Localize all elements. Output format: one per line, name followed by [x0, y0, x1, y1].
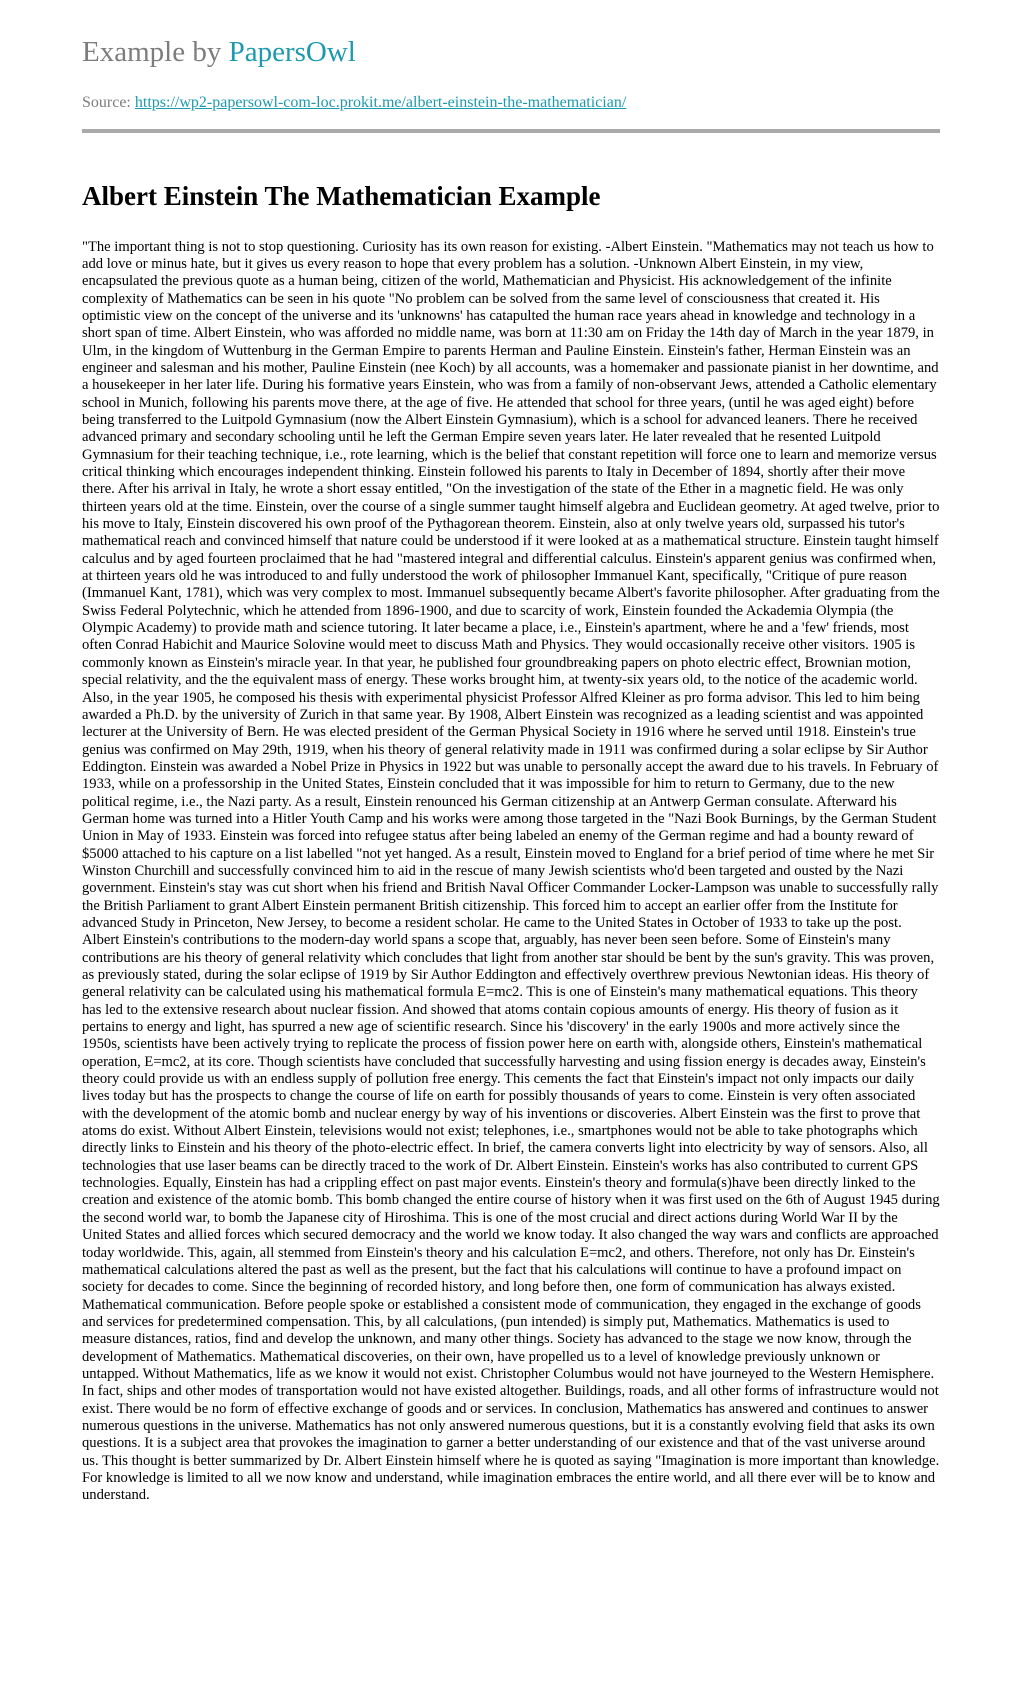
source-label: Source: — [82, 94, 135, 112]
brand-prefix: Example by — [82, 36, 229, 68]
page-header — [82, 36, 940, 133]
article-title: Albert Einstein The Mathematician Example — [82, 180, 601, 211]
article-body: "The important thing is not to stop questioning. Curiosity has its own reason for existing. -Albert Einstein. "Mathematics may not teach us how to add love or minus hate, but it gives us every reason to hope that every problem has a solution. -Unknown Albert Einstein, in my view, encapsulated the previous quote as a human being, citizen of the world, Mathematician and Physicist. His acknowledgement of the infinite complexity of Mathematics can be seen in his quote "No problem can be solved from the same level of consciousness that created it. His optimistic view on the concept of the universe and its 'unknowns' has catapulted the human race years ahead in knowledge and technology in a short span of time. Albert Einstein, who was afforded no middle name, was born at 11:30 am on Friday the 14th day of March in the year 1879, in Ulm, in the kingdom of Wuttenburg in the German Empire to parents Herman and Pauline Einstein. Einstein's father, Herman Einstein was an engineer and salesman and his mother, Pauline Einstein (nee Koch) by all accounts, was a homemaker and passionate pianist in her downtime, and a housekeeper in her later life. During his formative years Einstein, who was from a family of non-observant Jews, attended a Catholic elementary school in Munich, following his parents move there, at the age of five. He attended that school for three years, (until he was aged eight) before being transferred to the Luitpold Gymnasium (now the Albert Einstein Gymnasium), which is a school for advanced leaners. There he received advanced primary and secondary schooling until he left the German Empire seven years later. He later revealed that he resented Luitpold Gymnasium for their teaching technique, i.e., rote learning, which is the belief that constant repetition will force one to learn and memorize versus critical thinking which encourages independent thinking. Einstein followed his parents to Italy in December of 1894, shortly after their move there. After his arrival in Italy, he wrote a short essay entitled, "On the investigation of the state of the Ether in a magnetic field. He was only thirteen years old at the time. Einstein, over the course of a single summer taught himself algebra and Euclidean geometry. At aged twelve, prior to his move to Italy, Einstein discovered his own proof of the Pythagorean theorem. Einstein, also at only twelve years old, surpassed his tutor's mathematical reach and convinced himself that nature could be understood if it were looked at as a mathematical structure. Einstein taught himself calculus and by aged fourteen proclaimed that he had "mastered integral and differential calculus. Einstein's apparent genius was confirmed when, at thirteen years old he was introduced to and fully understood the work of philosopher Immanuel Kant, specifically, "Critique of pure reason (Immanuel Kant, 1781), which was very complex to most. Immanuel subsequently became Albert's favorite philosopher. After graduating from the Swiss Federal Polytechnic, which he attended from 1896-1900, and due to scarcity of work, Einstein founded the Ackademia Olympia (the Olympic Academy) to provide math and science tutoring. It later became a place, i.e., Einstein's apartment, where he and a 'few' friends, most often Conrad Habichit and Maurice Solovine would meet to discuss Math and Physics. They would occasionally receive other visitors. 1905 is commonly known as Einstein's miracle year. In that year, he published four groundbreaking papers on photo electric effect, Brownian motion, special relativity, and the the equivalent mass of energy. These works brought him, at twenty-six years old, to the notice of the academic world. Also, in the year 1905, he composed his thesis with experimental physicist Professor Alfred Kleiner as pro forma advisor. This led to him being awarded a Ph.D. by the university of Zurich in that same year. By 1908, Albert Einstein was recognized as a leading scientist and was appointed lecturer at the University of Bern. He was elected president of the German Physical Society in 1916 where he served until 1918. Einstein's true genius was confirmed on May 29th, 1919, when his theory of general relativity made in 1911 was confirmed during a solar eclipse by Sir Author Eddington. Einstein was awarded a Nobel Prize in Physics in 1922 but was unable to personally accept the award due to his travels. In February of 1933, while on a professorship in the United States, Einstein concluded that it was impossible for him to return to Germany, due to the new political regime, i.e., the Nazi party. As a result, Einstein renounced his German citizenship at an Antwerp German consulate. Afterward his German home was turned into a Hitler Youth Camp and his works were among those targeted in the "Nazi Book Burnings, by the German Student Union in May of 1933. Einstein was forced into refugee status after being labeled an enemy of the German regime and had a bounty reward of $5000 attached to his capture on a list labelled "not yet hanged. As a result, Einstein moved to England for a brief period of time where he met Sir Winston Churchill and successfully convinced him to aid in the rescue of many Jewish scientists who'd been targeted and ousted by the Nazi government. Einstein's stay was cut short when his friend and British Naval Officer Commander Locker-Lampson was unable to successfully rally the British Parliament to grant Albert Einstein permanent British citizenship. This forced him to accept an earlier offer from the Institute for advanced Study in Princeton, New Jersey, to become a resident scholar. He came to the United States in October of 1933 to take up the post. Albert Einstein's contributions to the modern-day world spans a scope that, arguably, has never been seen before. Some of Einstein's many contributions are his theory of general relativity which concludes that light from another star should be bent by the sun's gravity. This was proven, as previously stated, during the solar eclipse of 1919 by Sir Author Eddington and effectively overthrew previous Newtonian ideas. His theory of general relativity can be calculated using his mathematical formula E=mc2. This is one of Einstein's many mathematical equations. This theory has led to the extensive research about nuclear fission. And showed that atoms contain copious amounts of energy. His theory of fusion as it pertains to energy and light, has spurred a new age of scientific research. Since his 'discovery' in the early 1900s and more actively since the 1950s, scientists have been actively trying to replicate the process of fission power here on earth with, alongside others, Einstein's mathematical operation, E=mc2, at its core. Though scientists have concluded that successfully harvesting and using fission energy is decades away, Einstein's theory could provide us with an endless supply of pollution free energy. This cements the fact that Einstein's impact not only impacts our daily lives today but has the prospects to change the course of life on earth for possibly thousands of years to come. Einstein is very often associated with the development of the atomic bomb and nuclear energy by way of his inventions or discoveries. Albert Einstein was the first to prove that atoms do exist. Without Albert Einstein, televisions would not exist; telephones, i.e., smartphones would not be able to take photographs which directly links to Einstein and his theory of the photo-electric effect. In brief, the camera converts light into electricity by way of sensors. Also, all technologies that use laser beams can be directly traced to the work of Dr. Albert Einstein. Einstein's works has also contributed to current GPS technologies. Equally, Einstein has had a crippling effect on past major events. Einstein's theory and formula(s)have been directly linked to the creation and existence of the atomic bomb. This bomb changed the entire course of history when it was first used on the 6th of August 1945 during the second world war, to bomb the Japanese city of Hiroshima. This is one of the most crucial and direct actions during World War II by the United States and allied forces which secured democracy and the world we know today. It also changed the way wars and conflicts are approached today worldwide. This, again, all stemmed from Einstein's theory and his calculation E=mc2, and others. Therefore, not only has Dr. Einstein's mathematical calculations altered the past as well as the present, but the fact that his calculations will continue to have a profound impact on society for decades to come. Since the beginning of recorded history, and long before then, one form of communication has always existed. Mathematical communication. Before people spoke or established a consistent mode of communication, they engaged in the exchange of goods and services for predetermined compensation. This, by all calculations, (pun intended) is simply put, Mathematics. Mathematics is used to measure distances, ratios, find and develop the unknown, and many other things. Society has advanced to the stage we now know, through the development of Mathematics. Mathematical discoveries, on their own, have propelled us to a level of knowledge previously unknown or untapped. Without Mathematics, life as we know it would not exist. Christopher Columbus would not have journeyed to the Western Hemisphere. In fact, ships and other modes of transportation would not have existed altogether. Buildings, roads, and all other forms of infrastructure would not exist. There would be no form of effective exchange of goods and or services. In conclusion, Mathematics has answered and continues to answer numerous questions in the universe. Mathematics has not only answered numerous questions, but it is a constantly evolving field that asks its own questions. It is a subject area that provokes the imagination to garner a better understanding of our existence and that of the vast universe around us. This thought is better summarized by Dr. Albert Einstein himself where he is quoted as saying "Imagination is more important than knowledge. For knowledge is limited to all we now know and understand, while imagination embraces the entire world, and all there ever will be to know and understand. — [82, 238, 940, 1504]
source-link[interactable]: https://wp2-papersowl-com-loc.prokit.me/albert-einstein-the-mathematician/ — [134, 94, 627, 112]
source-line — [82, 93, 940, 112]
divider — [82, 129, 940, 133]
article — [82, 181, 940, 1505]
brand-line — [82, 36, 940, 69]
brand-link[interactable]: PapersOwl — [228, 36, 356, 68]
